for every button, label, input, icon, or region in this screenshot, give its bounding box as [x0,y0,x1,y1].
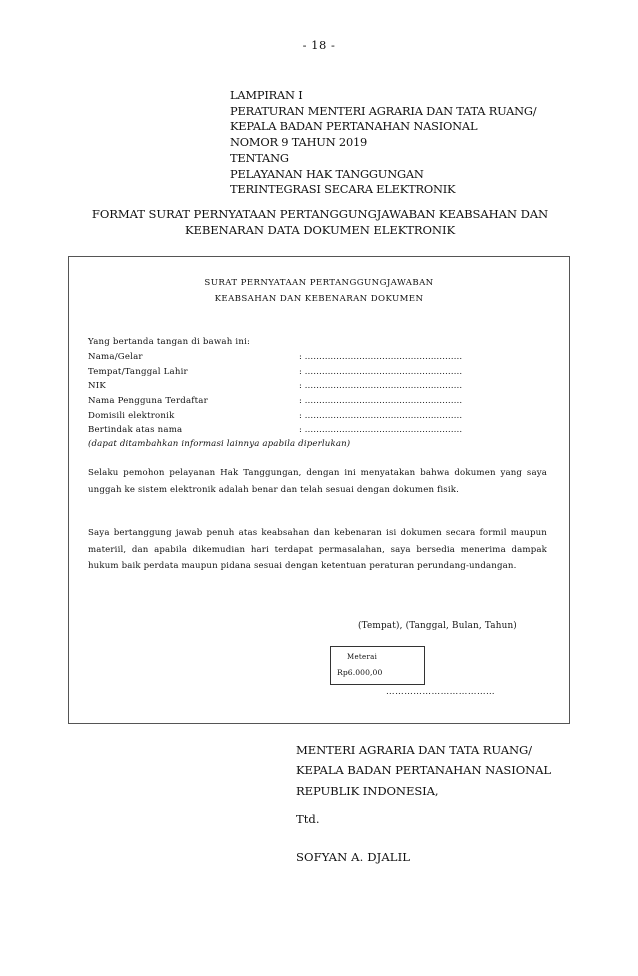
format-title-line: FORMAT SURAT PERNYATAAN PERTANGGUNGJAWABAN KEABSAHAN DAN [91,207,549,221]
lampiran-line: NOMOR 9 TAHUN 2019 [230,135,368,150]
field-row [88,396,558,411]
field-value: : ………………………………………………. [299,425,463,436]
lampiran-line: PELAYANAN HAK TANGGUNGAN [230,166,424,181]
field-value: : ………………………………………………. [299,396,463,407]
lampiran-line: LAMPIRAN I [230,88,303,102]
letter-title-line: SURAT PERNYATAAN PERTANGGUNGJAWABAN [204,278,434,288]
minister-title-line: KEPALA BADAN PERTANAHAN NASIONAL [296,763,552,778]
minister-title [296,740,551,801]
format-title [40,206,600,238]
minister-title-line: MENTERI AGRARIA DAN TATA RUANG/ [296,743,532,757]
page-number: - 18 - [302,38,336,52]
field-label: Nama Pengguna Terdaftar [88,396,208,407]
field-label: NIK [88,381,106,392]
lampiran-line: KEPALA BADAN PERTANAHAN NASIONAL [230,119,478,134]
field-label: Domisili elektronik [88,410,175,421]
statement-letter-box [68,256,570,724]
place-date: (Tempat), (Tanggal, Bulan, Tahun) [358,621,517,631]
lampiran-line: TENTANG [230,150,289,165]
lampiran-line: PERATURAN MENTERI AGRARIA DAN TATA RUANG/ [230,103,537,118]
field-label: Tempat/Tanggal Lahir [88,366,188,377]
field-value: : ………………………………………………. [299,352,463,362]
identity-fields [88,352,558,440]
additional-info-note: (dapat ditambahkan informasi lainnya apabila diperlukan) [88,439,351,449]
field-value: : ………………………………………………. [299,366,463,377]
field-row [88,352,558,367]
letter-intro: Yang bertanda tangan di bawah ini: [88,337,251,347]
signer-name: SOFYAN A. DJALIL [296,850,411,864]
field-value: : ………………………………………………. [299,410,463,421]
field-label: Nama/Gelar [88,352,143,362]
signature-line: ……………………………… [386,687,496,697]
field-label: Bertindak atas nama [88,425,183,436]
lampiran-header [230,88,536,198]
field-row [88,381,558,396]
meterai-stamp-box [330,646,425,685]
field-row [88,411,558,426]
statement-paragraph: Selaku pemohon pelayanan Hak Tanggungan, dengan ini menyatakan bahwa dokumen yang saya unggah ke sistem elektronik adalah benar dan telah sesuai dengan dokumen fisik. [88,468,547,495]
lampiran-line: TERINTEGRASI SECARA ELEKTRONIK [230,182,456,197]
field-row [88,367,558,382]
field-row [88,425,558,440]
meterai-amount: Rp6.000,00 [337,668,383,677]
format-title-line: KEBENARAN DATA DOKUMEN ELEKTRONIK [184,223,456,237]
field-value: : ………………………………………………. [299,381,463,392]
responsibility-paragraph: Saya bertanggung jawab penuh atas keabsahan dan kebenaran isi dokumen secara formil maupun materiil, dan apabila dikemudian hari terdapat permasalahan, saya bersedia menerima dampak hukum baik perdata maupun pidana sesuai dengan ketentuan peraturan perundang-undangan. [88,528,547,571]
ttd-mark: Ttd. [296,812,320,826]
minister-title-line: REPUBLIK INDONESIA, [296,783,439,798]
meterai-label: Meterai [347,653,378,661]
letter-title-line: KEABSAHAN DAN KEBENARAN DOKUMEN [214,293,424,304]
letter-title [69,276,569,307]
